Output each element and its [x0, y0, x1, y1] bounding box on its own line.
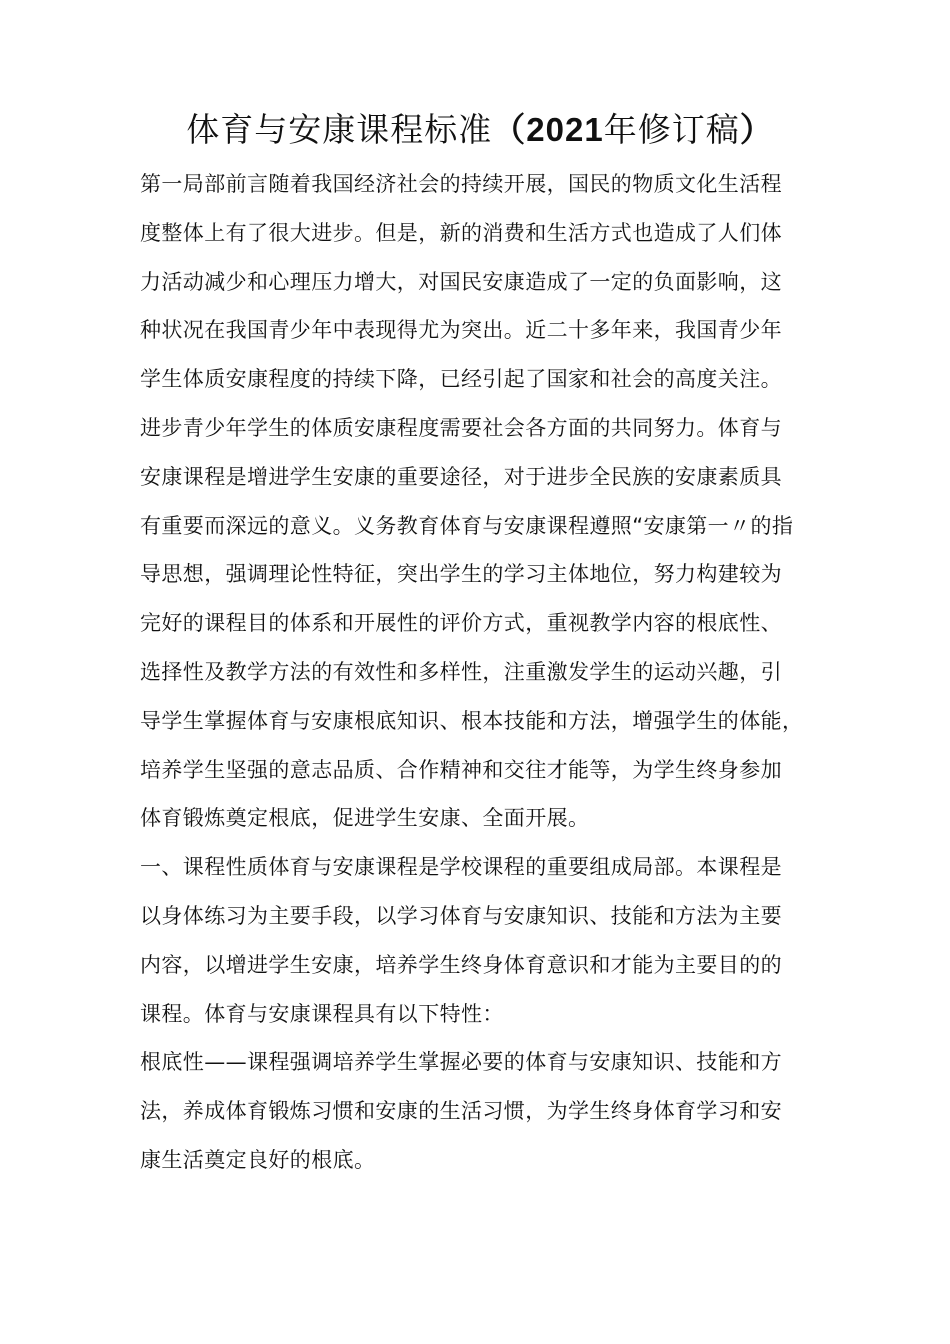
text-line: 学生体质安康程度的持续下降，已经引起了国家和社会的高度关注。 — [140, 367, 782, 392]
text-line: 康生活奠定良好的根底。 — [140, 1147, 376, 1172]
text-line: 度整体上有了很大进步。但是，新的消费和生活方式也造成了人们体 — [140, 220, 782, 245]
text-line: 进步青少年学生的体质安康程度需要社会各方面的共同努力。体育与 — [140, 415, 782, 440]
text-line: 力活动减少和心理压力增大，对国民安康造成了一定的负面影响，这 — [140, 269, 782, 294]
title-main: 体育与安康课程标准 — [186, 110, 493, 149]
text-line: 根底性——课程强调培养学生掌握必要的体育与安康知识、技能和方 — [140, 1050, 782, 1075]
title-close-paren: ） — [739, 110, 774, 149]
text-line: 完好的课程目的体系和开展性的评价方式，重视教学内容的根底性、 — [140, 611, 782, 636]
text-line: 第一局部前言随着我国经济社会的持续开展，国民的物质文化生活程 — [140, 172, 782, 196]
text-line: 导学生掌握体育与安康根底知识、根本技能和方法，增强学生的体能， — [140, 708, 804, 733]
text-line: 选择性及教学方法的有效性和多样性，注重激发学生的运动兴趣，引 — [140, 659, 782, 684]
text-line: 一、课程性质体育与安康课程是学校课程的重要组成局部。本课程是 — [140, 855, 782, 880]
text-line: 安康课程是增进学生安康的重要途径，对于进步全民族的安康素质具 — [140, 464, 782, 489]
text-line: 培养学生坚强的意志品质、合作精神和交往才能等，为学生终身参加 — [140, 757, 782, 782]
text-line: 导思想，强调理论性特征，突出学生的学习主体地位，努力构建较为 — [140, 562, 782, 587]
text-line: 种状况在我国青少年中表现得尤为突出。近二十多年来，我国青少年 — [140, 318, 782, 343]
document-body — [140, 160, 830, 1185]
text-line: 课程。体育与安康课程具有以下特性： — [140, 1001, 504, 1026]
title-rest: 年修订稿 — [603, 110, 740, 149]
title-open-paren: （ — [492, 110, 527, 149]
text-line: 以身体练习为主要手段，以学习体育与安康知识、技能和方法为主要 — [140, 903, 782, 928]
title-year: 2021 — [526, 111, 604, 148]
text-line: 法，养成体育锻炼习惯和安康的生活习惯，为学生终身体育学习和安 — [140, 1099, 782, 1124]
text-line: 内容，以增进学生安康，培养学生终身体育意识和才能为主要目的的 — [140, 952, 782, 977]
text-line: 有重要而深远的意义。义务教育体育与安康课程遵照“安康第一〃的指 — [140, 513, 794, 538]
page-title — [140, 107, 820, 153]
text-line: 体育锻炼奠定根底，促进学生安康、全面开展。 — [140, 806, 590, 831]
